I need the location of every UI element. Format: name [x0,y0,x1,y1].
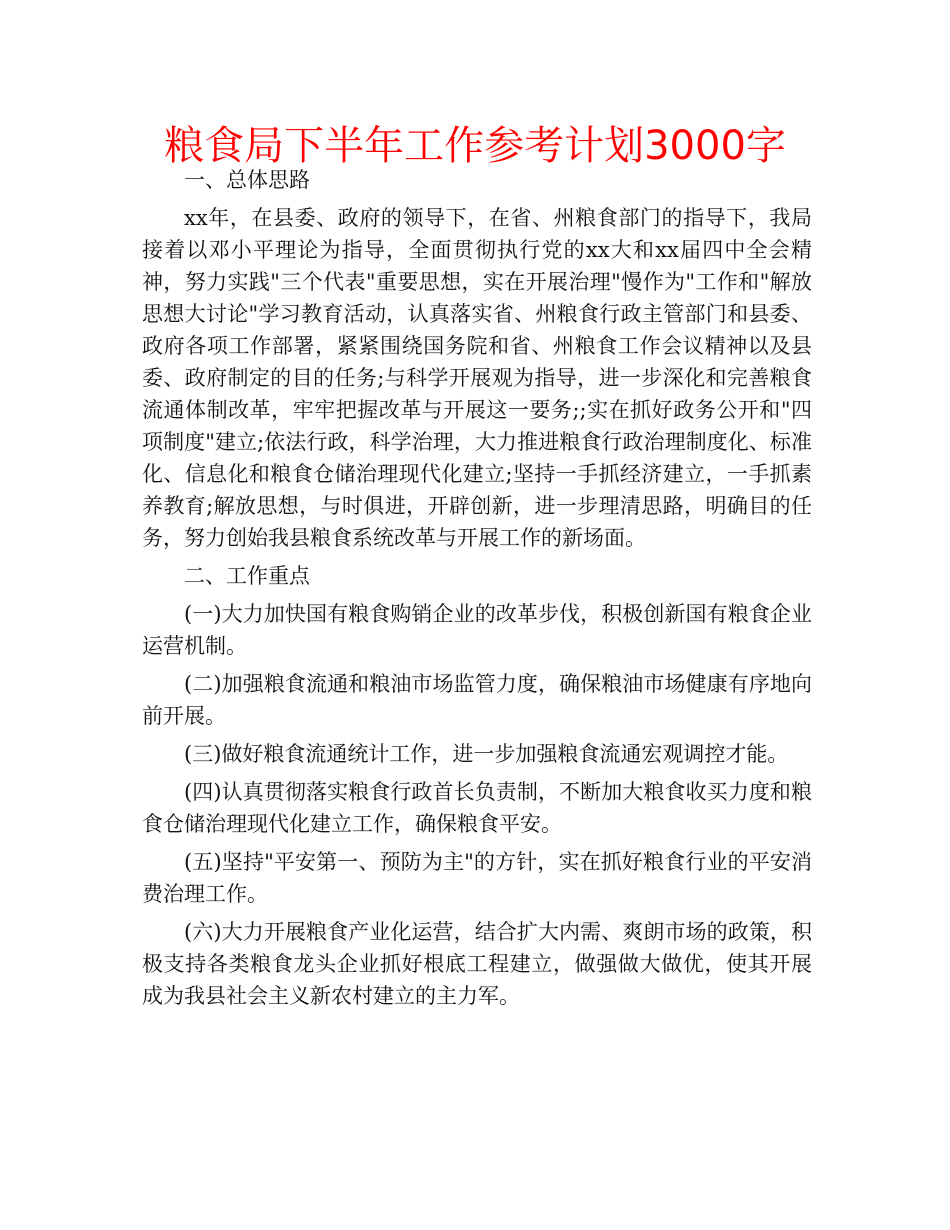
work-item-3: (三)做好粮食流通统计工作，进一步加强粮食流通宏观调控才能。 [184,742,789,766]
work-item-5: (五)坚持"平安第一、预防为主"的方针，实在抓好粮食行业的平安消费治理工作。 [142,850,812,906]
paragraph-overall-approach: xx年，在县委、政府的领导下，在省、州粮食部门的指导下，我局接着以邓小平理论为指导，全面贯彻执行党的xx大和xx届四中全会精神，努力实践"三个代表"重要思想，实在开展治理"慢作为"工作和"解放思想大讨论"学习教育活动，认真落实省、州粮食行政主管部门和县委、政府各项工作部署，紧紧围绕国务院和省、州粮食工作会议精神以及县委、政府制定的目的任务;与科学开展观为指导，进一步深化和完善粮食流通体制改革，牢牢把握改革与开展这一要务;;实在抓好政务公开和"四项制度"建立;依法行政，科学治理，大力推进粮食行政治理制度化、标准化、信息化和粮食仓储治理现代化建立;坚持一手抓经济建立，一手抓素养教育;解放思想，与时俱进，开辟创新，进一步理清思路，明确目的任务，努力创始我县粮食系统改革与开展工作的新场面。 [142,206,812,550]
work-item-4: (四)认真贯彻落实粮食行政首长负责制，不断加大粮食收买力度和粮食仓储治理现代化建立工作，确保粮食平安。 [142,780,812,836]
document-body [142,164,812,1018]
document-title: 粮食局下半年工作参考计划3000字 [164,123,786,169]
work-item-1: (一)大力加快国有粮食购销企业的改革步伐，积极创新国有粮食企业运营机制。 [142,602,812,658]
section-heading-2: 二、工作重点 [184,564,310,588]
work-item-2: (二)加强粮食流通和粮油市场监管力度，确保粮油市场健康有序地向前开展。 [142,672,812,728]
work-item-6: (六)大力开展粮食产业化运营，结合扩大内需、爽朗市场的政策，积极支持各类粮食龙头企业抓好根底工程建立，做强做大做优，使其开展成为我县社会主义新农村建立的主力军。 [142,920,812,1008]
section-heading-1: 一、总体思路 [184,168,310,192]
